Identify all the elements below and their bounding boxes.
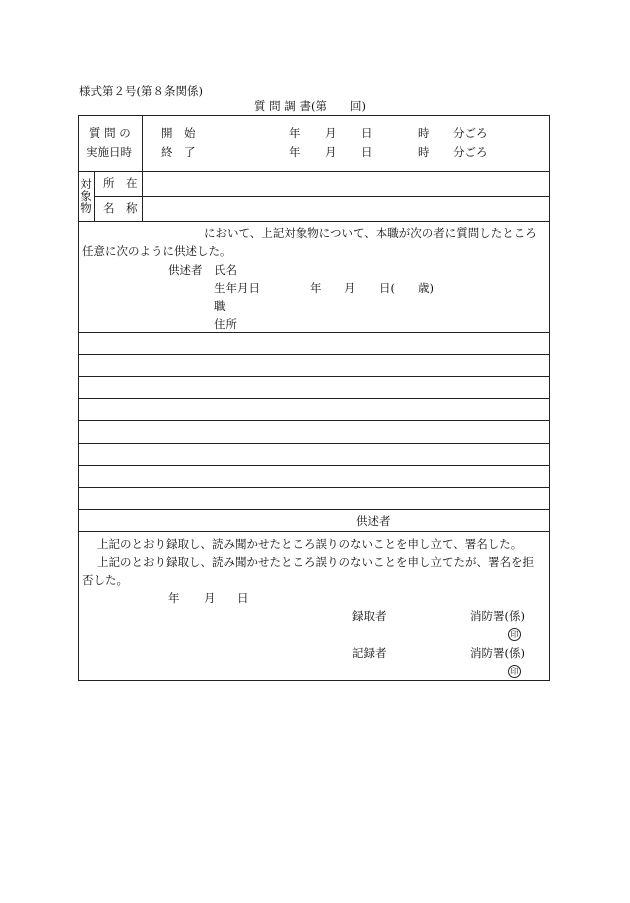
- row-divider-target: [94, 196, 550, 197]
- row-divider-line-2: [78, 354, 550, 355]
- row-divider-schedule: [78, 171, 550, 172]
- attestation-2-line1: 上記のとおり録取し、読み聞かせたところ誤りのないことを申し立てたが、署名を拒: [97, 555, 534, 569]
- column-divider-labels: [142, 115, 143, 221]
- attestation-1: 上記のとおり録取し、読み聞かせたところ誤りのないことを申し立て、署名した。: [97, 537, 523, 551]
- clerk-office: 消防署(係): [470, 646, 525, 660]
- footer-date-month: 月: [204, 591, 216, 605]
- start-day: 日: [361, 126, 373, 140]
- birth-month: 月: [344, 281, 356, 295]
- respondent-signature-label: 供述者: [356, 514, 391, 528]
- birth-label: 生年月日: [214, 281, 260, 295]
- clerk-label: 記録者: [352, 646, 387, 660]
- end-day: 日: [361, 145, 373, 159]
- row-divider-line-8: [78, 487, 550, 488]
- row-divider-line-5: [78, 420, 550, 421]
- birth-day-age: 日( 歳): [379, 281, 434, 295]
- row-divider-line-9: [78, 509, 550, 510]
- respondent-name-label: 氏名: [214, 263, 237, 277]
- end-year: 年: [289, 145, 301, 159]
- end-label: 終 了: [161, 145, 196, 159]
- recorder-seal-icon: 印: [508, 628, 521, 641]
- start-minute: 分ごろ: [453, 126, 488, 140]
- form-number: 様式第２号(第８条関係): [79, 84, 203, 98]
- footer-date-day: 日: [237, 591, 249, 605]
- row-divider-line-4: [78, 398, 550, 399]
- schedule-label-line2: 実施日時: [86, 145, 132, 159]
- end-hour: 時: [418, 145, 430, 159]
- row-divider-statement: [78, 221, 550, 222]
- end-month: 月: [325, 145, 337, 159]
- address-label: 住所: [214, 317, 237, 331]
- end-minute: 分ごろ: [453, 145, 488, 159]
- start-month: 月: [325, 126, 337, 140]
- start-year: 年: [289, 126, 301, 140]
- name-label: 名 称: [103, 201, 138, 215]
- row-divider-line-3: [78, 376, 550, 377]
- location-label: 所 在: [103, 176, 138, 190]
- footer-date-year: 年: [168, 591, 180, 605]
- clerk-seal-icon: 印: [508, 665, 521, 678]
- row-divider-line-1: [78, 332, 550, 333]
- recorder-office: 消防署(係): [470, 609, 525, 623]
- start-hour: 時: [418, 126, 430, 140]
- row-divider-line-6: [78, 443, 550, 444]
- occupation-label: 職: [214, 299, 226, 313]
- statement-line1: において、上記対象物について、本職が次の者に質問したところ: [204, 226, 537, 240]
- statement-line2: 任意に次のように供述した。: [82, 244, 232, 258]
- row-divider-signature: [78, 531, 550, 532]
- column-divider-target-side: [94, 171, 95, 221]
- attestation-2-line2: 否した。: [82, 573, 128, 587]
- birth-year: 年: [310, 281, 322, 295]
- row-divider-line-7: [78, 465, 550, 466]
- form-title: 質 問 調 書(第 回): [254, 99, 366, 113]
- target-side-label: 対象物: [80, 177, 92, 215]
- start-label: 開 始: [161, 126, 196, 140]
- respondent-label: 供述者: [168, 263, 203, 277]
- recorder-label: 録取者: [352, 609, 387, 623]
- schedule-label-line1: 質 問 の: [89, 126, 131, 140]
